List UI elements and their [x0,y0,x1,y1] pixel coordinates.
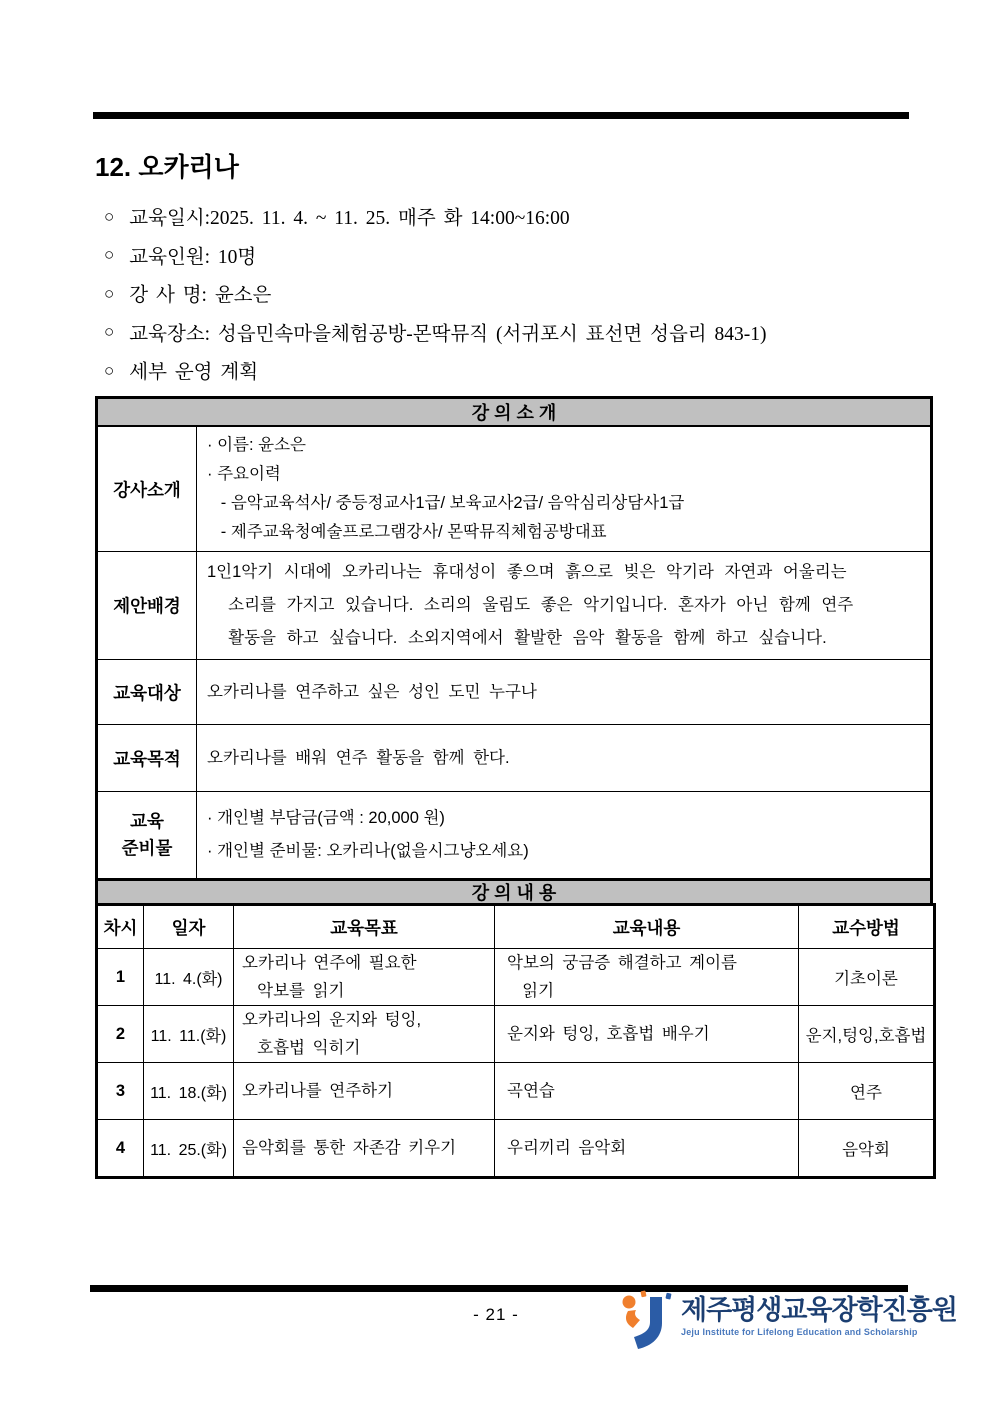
row-label-materials [97,792,197,880]
cell-line: 우리끼리 음악회 [507,1139,627,1157]
list-item [104,197,934,236]
schedule-header-row [97,905,935,949]
session-goal [234,1063,495,1120]
top-horizontal-rule [93,112,909,119]
detail-plan-text: 세부 운영 계획 [129,362,259,384]
session-content [495,949,799,1006]
row-label-target-audience: 교육대상 [97,660,197,725]
column-header-date: 일자 [144,905,234,949]
page-title: 12. 오카리나 [95,152,239,182]
lecture-intro-header: 강 의 소 개 [97,398,932,427]
session-goal [234,1120,495,1178]
table-row [97,1006,935,1063]
proposal-background-cell [197,552,932,660]
circle-bullet-icon: ○ [104,245,115,265]
list-item [104,274,934,313]
list-item [104,351,934,390]
cell-line: · 주요이력 [207,465,281,483]
course-location-text: 교육장소: 성읍민속마을체험공방-몬딱뮤직 (서귀포시 표선면 성읍리 843-1) [129,323,767,345]
target-audience-cell [197,660,932,725]
table-row [97,949,935,1006]
session-content [495,1120,799,1178]
session-method: 연주 [799,1063,935,1120]
cell-line: 오카리나를 배워 연주 활동을 함께 한다. [207,748,510,767]
table-row [97,1120,935,1178]
list-item [104,313,934,352]
column-header-session: 차시 [97,905,144,949]
institute-name-english: Jeju Institute for Lifelong Education and Scholarship [681,1327,918,1337]
materials-cell [197,792,932,880]
circle-bullet-icon: ○ [104,206,115,226]
instructor-name-text: 강 사 명: 윤소은 [129,285,272,307]
session-goal [234,1006,495,1063]
course-capacity-text: 교육인원: 10명 [129,246,257,268]
circle-bullet-icon: ○ [104,322,115,342]
row-label-instructor-profile: 강사소개 [97,426,197,552]
session-number: 2 [97,1006,144,1063]
cell-line: · 개인별 준비물: 오카리나(없을시그냥오세요) [207,842,529,860]
column-header-goal: 교육목표 [234,905,495,949]
session-goal [234,949,495,1006]
cell-line: - 제주교육청예술프로그램강사/ 몬딱뮤직체험공방대표 [207,523,607,541]
lecture-schedule-table [95,903,936,1179]
circle-bullet-icon: ○ [104,360,115,380]
instructor-profile-cell [197,426,932,552]
session-number: 1 [97,949,144,1006]
column-header-method: 교수방법 [799,905,935,949]
column-header-content: 교육내용 [495,905,799,949]
session-method: 운지,텅잉,호흡법 [799,1006,935,1063]
institute-logo [616,1289,957,1351]
jeju-institute-logo-icon [616,1289,674,1351]
institute-name-korean: 제주평생교육장학진흥원 [681,1295,957,1325]
session-date: 11. 18.(화) [144,1063,234,1120]
table-section-header-row [97,398,932,427]
table-row [97,1063,935,1120]
course-info-list [104,197,934,390]
table-row [97,426,932,552]
list-item [104,236,934,275]
session-method: 기초이론 [799,949,935,1006]
cell-line: 소리를 가지고 있습니다. 소리의 울림도 좋은 악기입니다. 혼자가 아닌 함께 연주 [207,596,854,614]
page-number: - 21 - [473,1305,519,1324]
label-line: 교육 [130,811,164,831]
table-row [97,660,932,725]
cell-line: 활동을 하고 싶습니다. 소외지역에서 활발한 음악 활동을 함께 하고 싶습니다. [207,629,827,647]
cell-line: · 이름: 윤소은 [207,436,306,454]
cell-line: 곡연습 [507,1082,555,1100]
row-label-education-purpose: 교육목적 [97,725,197,792]
course-schedule-text: 교육일시:2025. 11. 4. ~ 11. 25. 매주 화 14:00~16:00 [129,208,570,230]
cell-line: 악보를 읽기 [242,982,345,1000]
session-number: 3 [97,1063,144,1120]
label-line: 준비물 [121,838,173,858]
row-label-proposal-background: 제안배경 [97,552,197,660]
cell-line: 오카리나를 연주하기 [242,1082,394,1100]
session-content [495,1063,799,1120]
table-row [97,725,932,792]
cell-line: 오카리나를 연주하고 싶은 성인 도민 누구나 [207,682,537,701]
education-purpose-cell [197,725,932,792]
table-row [97,552,932,660]
cell-line: 악보의 궁금증 해결하고 계이름 [507,954,737,972]
session-number: 4 [97,1120,144,1178]
cell-line: 오카리나 연주에 필요한 [242,954,417,972]
session-date: 11. 4.(화) [144,949,234,1006]
lecture-content-header: 강 의 내 용 [95,878,933,906]
cell-line: - 음악교육석사/ 중등정교사1급/ 보육교사2급/ 음악심리상담사1급 [207,494,685,512]
cell-line: · 개인별 부담금(금액 : 20,000 원) [207,809,445,827]
circle-bullet-icon: ○ [104,283,115,303]
session-date: 11. 25.(화) [144,1120,234,1178]
course-detail-tables [95,396,933,1179]
session-date: 11. 11.(화) [144,1006,234,1063]
session-method: 음악회 [799,1120,935,1178]
cell-line: 읽기 [507,982,555,1000]
table-row [97,792,932,880]
cell-line: 호흡법 익히기 [242,1039,361,1057]
cell-line: 오카리나의 운지와 텅잉, [242,1011,422,1029]
lecture-intro-table [95,396,933,881]
session-content [495,1006,799,1063]
logo-text-block [681,1296,957,1337]
cell-line: 운지와 텅잉, 호흡법 배우기 [507,1025,710,1043]
cell-line: 1인1악기 시대에 오카리나는 휴대성이 좋으며 흙으로 빚은 악기라 자연과 어울리는 [207,563,847,581]
cell-line: 음악회를 통한 자존감 키우기 [242,1139,457,1157]
